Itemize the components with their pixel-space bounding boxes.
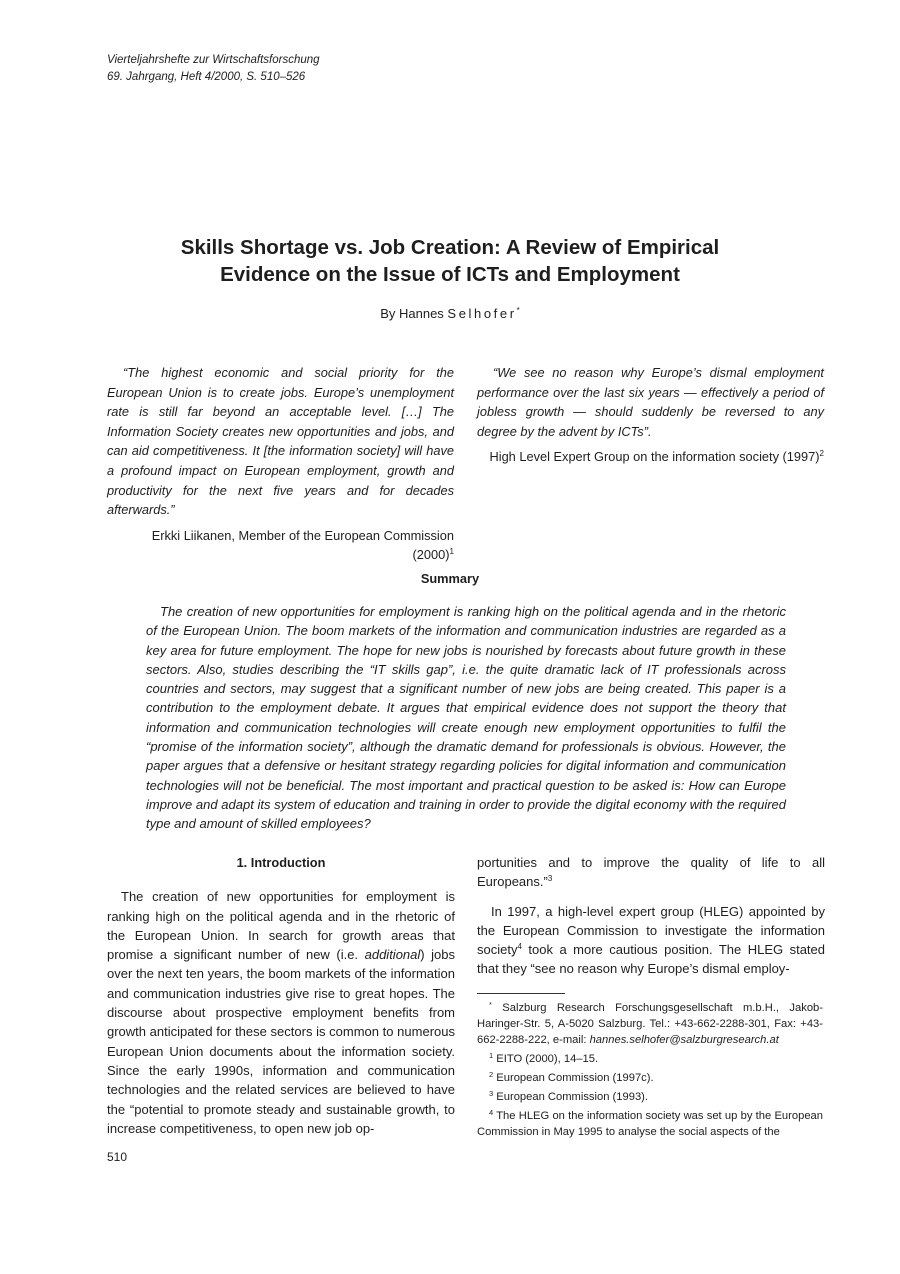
intro-p1-part-a: The creation of new opportunities for employment is ranking high on the political agenda and in the rhetoric of the European Union. In search for growth areas that promise a significant number of new (i.e. xyxy=(107,889,455,963)
journal-header xyxy=(107,52,320,86)
footnote-author xyxy=(477,1000,823,1048)
summary-text: The creation of new opportunities for employment is ranking high on the political agenda and in the rhetoric of the European Union. The boom markets of the information and communication industries are regarded as a key area for future employment. The hope for new jobs is nourished by forecasts about future growth in these sectors. Also, studies describing the “IT skills gap”, i.e. the quite dramatic lack of IT professionals across countries and sectors, may suggest that a significant number of new jobs are being created. This paper is a contribution to the employment debate. It argues that empirical evidence does not support the theory that information and communication technologies will create enough new employment opportunities to fulfil the “promise of the information society”, although the dramatic demand for professionals is obvious. However, the paper argues that a defensive or hesitant strategy regarding policies for digital information and communication technologies will not be beneficial. The most important and practical question to be asked is: How can Europe improve and adapt its system of education and training in order to provide the digital economy with the required type and amount of skilled employees? xyxy=(146,604,786,832)
author-footnote-mark: * xyxy=(516,306,520,315)
summary-heading: Summary xyxy=(420,571,480,586)
epigraph-quote-2 xyxy=(477,363,824,467)
author-surname: Selhofer xyxy=(447,306,517,321)
footnote-3 xyxy=(477,1089,823,1105)
intro-p1-note-mark: 3 xyxy=(547,874,553,884)
footnote-4-mark: 4 xyxy=(489,1108,494,1117)
quote-1-source-text: Erkki Liikanen, Member of the European Commission (2000) xyxy=(151,527,454,563)
intro-p2-part-b: took a more cautious position. The HLEG stated that they “see no reason why Europe’s dismal employ- xyxy=(477,942,825,977)
quote-1-note-mark: 1 xyxy=(449,547,454,557)
intro-p2-part-a: In 1997, a high-level expert group (HLEG) appointed by the European Commission to investigate the information society xyxy=(477,903,825,958)
footnote-4-text: The HLEG on the information society was set up by the European Commission in May 1995 to analyse the social aspects of the xyxy=(477,1110,823,1138)
quote-2-note-mark: 2 xyxy=(819,449,824,459)
quote-2-text: “We see no reason why Europe’s dismal employment performance over the last six years — effectively a period of jobless growth — should suddenly be reversed to any degree by the advent by ICTs”. xyxy=(477,365,824,439)
author-byline xyxy=(100,306,800,321)
quote-1-text: “The highest economic and social priority for the European Union is to create jobs. Europe’s unemployment rate is still far beyond an acceptable level. […] The Information Society creates new opportunities and jobs, and can aid competitiveness. It [the information society] will have a profound impact on European employment, growth and productivity for the next five years and for decades afterwards.” xyxy=(107,365,454,518)
section-heading-introduction: 1. Introduction xyxy=(236,855,326,870)
quote-2-source-text: High Level Expert Group on the information society (1997) xyxy=(489,449,820,465)
intro-p2-note-mark: 4 xyxy=(517,942,522,952)
footnotes xyxy=(477,1000,823,1143)
footnote-4 xyxy=(477,1108,823,1140)
footnote-1-text: EITO (2000), 14–15. xyxy=(496,1053,599,1065)
author-email: hannes.selhofer@salzburgresearch.at xyxy=(589,1034,779,1046)
quote-1-source xyxy=(107,526,454,565)
footnote-2-mark: 2 xyxy=(489,1070,494,1079)
article-title xyxy=(100,234,800,288)
footnote-3-mark: 3 xyxy=(489,1089,494,1098)
quote-2-source xyxy=(477,447,824,467)
epigraph-quote-1 xyxy=(107,363,454,565)
footnote-2-text: European Commission (1997c). xyxy=(496,1072,654,1084)
intro-p1-emphasis: additional xyxy=(364,947,421,963)
page-number: 510 xyxy=(107,1150,128,1164)
intro-paragraph-1 xyxy=(107,887,455,1138)
intro-paragraph-1-continued xyxy=(477,853,825,892)
footnote-1-mark: 1 xyxy=(489,1051,494,1060)
author-prefix: By Hannes xyxy=(380,306,448,321)
title-line-2: Evidence on the Issue of ICTs and Employment xyxy=(220,263,680,286)
footnote-3-text: European Commission (1993). xyxy=(496,1091,649,1103)
right-column xyxy=(477,853,825,979)
journal-issue: 69. Jahrgang, Heft 4/2000, S. 510–526 xyxy=(107,71,306,83)
title-line-1: Skills Shortage vs. Job Creation: A Review of Empirical xyxy=(180,236,720,259)
footnote-2 xyxy=(477,1070,823,1086)
intro-p1-part-b: ) jobs over the next ten years, the boom markets of the information and communication industries give rise to great hopes. The discourse about prospective employment benefits from growth anticipated for these sectors is common to numerous European Union documents about the information society. Since the early 1990s, information and communication technologies and the related services are believed to have the “potential to promote steady and sustainable growth, to increase competitiveness, to open new job op- xyxy=(107,947,455,1136)
footnote-author-text: Salzburg Research Forschungsgesellschaft m.b.H., Jakob-Haringer-Str. 5, A-5020 Salzburg. Tel.: +43-662-2288-301, Fax: +43-662-2288-222, e-mail: xyxy=(477,1002,823,1046)
footnote-separator xyxy=(477,993,565,994)
journal-name: Vierteljahrshefte zur Wirtschaftsforschung xyxy=(107,54,320,66)
left-column xyxy=(107,853,455,1138)
intro-p1-cont-text: portunities and to improve the quality of life to all Europeans.” xyxy=(477,855,825,890)
footnote-1 xyxy=(477,1051,823,1067)
footnote-star-mark: * xyxy=(489,1000,492,1009)
intro-paragraph-2 xyxy=(477,902,825,979)
